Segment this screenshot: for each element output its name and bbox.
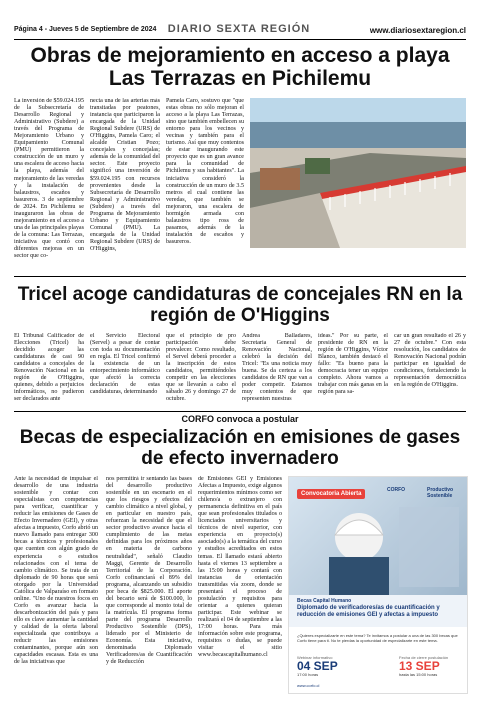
- header-rule: [14, 39, 466, 40]
- section-rule: [14, 411, 466, 412]
- ad-website[interactable]: www.corfo.cl: [297, 683, 320, 688]
- article-body-column: nos permitirá ir sentando las bases del desarrollo productivo sostenible en un escenario en el que los riesgos y efectos del cambio climático a nivel global, y en particular en nuestro país, refuerzan la necesidad de que el sector productivo avance hacia el cumplimiento de las metas definidas para los próximos años en materia de carbono neutralidad", señaló Claudio Maggi, Gerente de Desarrollo Territorial de la Corporación. Corfo cofinanciará el 89% del programa, alcanzando un subsidio por beca de $825.000. El aporte del becario será de $100.000, lo que corresponde al monto total de la matrícula. El programa forma parte del programa Desarrollo Productivo Sostenible (DPS), liderado por el Ministerio de Economía. Esta iniciativa, denominada Diplomado Verificadores/as de Cuantificación y de Reducción: [106, 476, 192, 666]
- article-body-column: que el principio de pro participación debe prevalecer. Como resultado, el Servel deberá proceder a la inscripción de estos candidatos, permitiéndoles competir en las elecciones que se llevarán a cabo el sábado 26 y domingo 27 de octubre.: [166, 333, 236, 403]
- article-body-column: La inversión de $59.024.195 de la Subsecretaría de Desarrollo Regional y Administrativo (Subdere) a través del Programa de Mejoramiento Urbano y Equipamiento Comunal (PMU) permitieron la construcción de un muro y una escalera de acceso hacia la playa, además del mejoramiento de las veredas y la instalación de balaustros, escaños y basureros. 3 de septiembre de 2024. En Pichilemu se inauguraron las obras de mejoramiento en el acceso a una de las principales playas de la comuna: Las Terrazas, iniciativa que contó con diferentes mejoras en un sector que co-: [14, 98, 84, 260]
- page-label: Página 4 - Jueves 5 de Septiembre de 2024: [14, 26, 157, 33]
- website-link[interactable]: www.diariosextaregion.cl: [369, 26, 466, 35]
- article-body-column: de Emisiones GEI y Emisiones Afectas a Impuesto, exige algunos requerimientos mínimos como ser chileno/a o extranjero con permanencia definitiva en el país que sean profesionales titulados o licenciados universitarios y técnicos de nivel superior, con experiencia en proyecto(s) asociado(s) a la temática del curso y estudios acreditados en estos temas. El llamado estará abierto hasta el viernes 13 septiembre a las 15:00 horas y contará con instancias de orientación transmitidas vía zoom, donde se presentará el proceso de postulación y requisitos para orientar a quienes quieran participar. Este webinar se realizará el 04 de septiembre a las 17:00 horas. Para más información sobre este programa, requisitos o dudas, se puede visitar el sitio www.becascapitalhumano.cl: [198, 476, 282, 659]
- ad-question: ¿Quieres especializarte en este tema? Te invitamos a postular a una de las 300 becas que Corfo tiene para ti. No te pierdas la oportunidad de especializarte en este tema.: [297, 633, 458, 643]
- section-rule: [14, 276, 466, 277]
- ad-date-time: 17:00 horas: [297, 672, 319, 677]
- corfo-advertisement: [288, 476, 468, 694]
- article-body-column: Pamela Caro, sostuvo que "que estas obras no sólo mejoran el acceso a la playa Las Terrazas, sino que también embellecen su entorno para los vecinos y vecinas y también para el turismo. Así que muy contentos de estar inaugurando este proyecto que es un gran avance para la comunidad de Pichilemu y sus habitantes". La iniciativa consideró la construcción de un muro de 3.5 metros el cual contiene las veredas, que también se mejoraron, una escalera de hormigón armada con balaustros tipo ross de pasamos, además de la instalación de escaños y basureros.: [166, 98, 244, 245]
- ad-date-time: hasta las 15:00 horas: [399, 672, 438, 677]
- article-kicker: CORFO convoca a postular: [181, 414, 299, 424]
- article-title: Obras de mejoramiento en acceso a playa Las Terrazas en Pichilemu: [30, 44, 450, 90]
- ad-date-label: Webinar informativo: [297, 655, 333, 660]
- article-body-column: El Tribunal Calificador de Elecciones (Tricel) ha decidido acoger las candidaturas de casi 90 candidatos a concejales de Renovación Nacional en la región de O'Higgins, quienes, debido a perjuicios informáticos, no pudieron ser declarados ante: [14, 333, 84, 403]
- article-body-column: Andrea Balladares, Secretaria General de Renovación Nacional, celebró la decisión del Tricel: "Es una noticia muy buena. Se da certeza a los candidatos de RN que van a poder competir. Estamos muy contentos de que representen nuestras: [242, 333, 312, 403]
- ad-date-value: 04 SEP: [297, 659, 338, 673]
- article-body-column: car un gran resultado el 26 y 27 de octubre." Con esta resolución, los candidatos de Renovación Nacional podrán participar en igualdad de condiciones, fortaleciendo la representación democrática en la región de O'Higgins.: [394, 333, 466, 389]
- ad-badge: Convocatoria Abierta: [297, 489, 365, 499]
- ad-date-value: 13 SEP: [399, 659, 440, 673]
- article-photo: [250, 98, 466, 248]
- masthead: DIARIO SEXTA REGIÓN: [167, 23, 311, 35]
- article-body-column: el Servicio Electoral (Servel) a pesar de contar con toda su documentación en regla. El Tricel confirmó la existencia de un entorpecimiento informático que afectó la correcta declaración de estas candidaturas, determinando: [90, 333, 160, 396]
- ad-date-label: Fecha de cierre postulación: [399, 655, 449, 660]
- article-title: Tricel acoge candidaturas de concejales RN en la región de O'Higgins: [17, 284, 463, 326]
- article-body-column: necta una de las arterias más transitadas por peatones, instancia que participaron la encargada de la Unidad Regional Subdere (URS) de O'Higgins, Pamela Caro; el alcalde Cristian Pozo; concejales y concejalas; además de la comunidad del sector. Este proyecto significó una inversión de $59.024.195 con recursos provenientes desde la Subsecretaría de Desarrollo Regional y Administrativo (Subdere) a través del Programa de Mejoramiento Urbano y Equipamiento Comunal (PMU). La encargada de la Unidad Regional Subdere (URS) de O'Higgins,: [90, 98, 160, 252]
- program-logo: Productivo Sostenible: [427, 487, 454, 499]
- beach-access-photo: [250, 98, 466, 248]
- page-header: [14, 23, 466, 38]
- article-body-column: Ante la necesidad de impulsar el desarrollo de una industria sostenible y contar con especialistas con competencias para verificar, cuantificar y reducir las emisiones de Gases de Efecto Invernadero (GEI), y otras afectas a impuesto, Corfo abrió un nuevo llamado para entregar 300 becas a técnicos y profesionales que cuenten con algún grado de experiencia o estudios relacionados con el tema de cambio climático. Se trata de un diplomado de 90 horas que será otorgado por la Universidad Católica de Valparaíso en formato online. "Uno de nuestros focos en Corfo es avanzar hacia la descarbonización del país y para ello es clave aumentar la cantidad y calidad de la oferta laboral especializada que contribuya a reducir las emisiones contaminantes, porque aún son capacidades escasas. Esta es una de las iniciativas que: [14, 476, 98, 666]
- corfo-logo: CORFO: [387, 487, 406, 493]
- article-title: Becas de especialización en emisiones de gases de efecto invernadero: [19, 427, 461, 469]
- ad-webinar-date: [297, 655, 357, 677]
- ad-close-date: [399, 655, 461, 677]
- ad-diploma-title: Diplomado de verificadores/as de cuantificación y reducción de emisiones GEI y afectas a impuesto: [297, 605, 440, 618]
- article-body-column: ideas." Por su parte, el presidente de RN en la región de O'Higgins, Víctor Blanco, también destacó el fallo: "Es bueno para la democracia tener un equipo completo. Ahora vamos a trabajar con más ganas en la región para sa-: [318, 333, 388, 396]
- ad-program-name: Becas Capital Humano: [297, 598, 352, 604]
